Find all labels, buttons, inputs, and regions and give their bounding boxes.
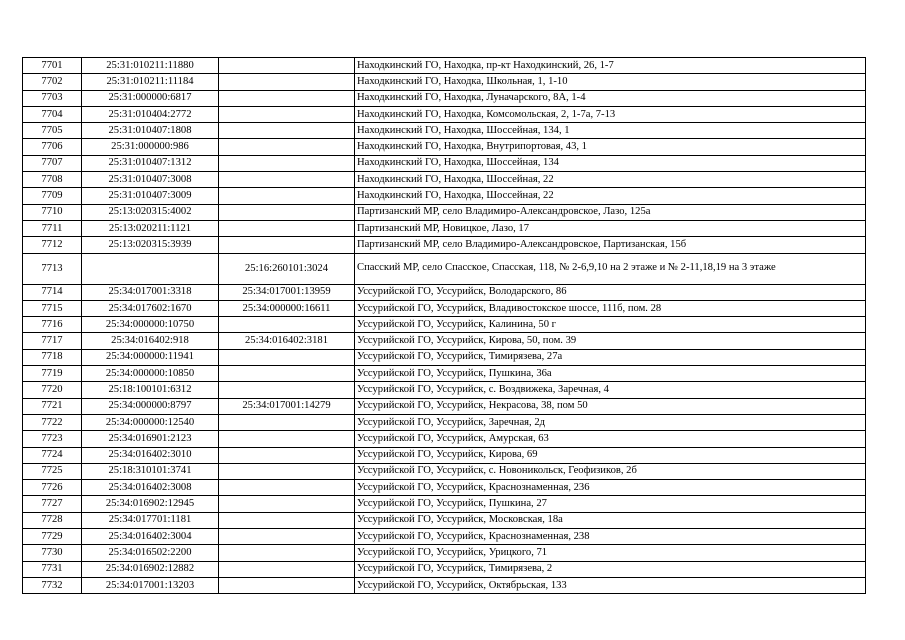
secondary-cadastral-number-cell: 25:34:017001:14279	[219, 398, 355, 414]
table-row	[23, 529, 866, 545]
address-cell: Уссурийской ГО, Уссурийск, Володарского, 86	[355, 284, 866, 300]
secondary-cadastral-number-cell	[219, 106, 355, 122]
address-cell: Уссурийской ГО, Уссурийск, Пушкина, 36а	[355, 366, 866, 382]
row-number-cell: 7719	[23, 366, 82, 382]
secondary-cadastral-number-cell: 25:34:017001:13959	[219, 284, 355, 300]
secondary-cadastral-number-cell	[219, 463, 355, 479]
row-number-cell: 7701	[23, 58, 82, 74]
table-row	[23, 447, 866, 463]
cadastral-number-cell: 25:34:016402:918	[82, 333, 219, 349]
cadastral-number-cell: 25:18:310101:3741	[82, 463, 219, 479]
address-cell: Находкинский ГО, Находка, Внутрипортовая, 43, 1	[355, 139, 866, 155]
row-number-cell: 7711	[23, 220, 82, 236]
address-cell: Уссурийской ГО, Уссурийск, Краснознаменная, 236	[355, 480, 866, 496]
row-number-cell: 7727	[23, 496, 82, 512]
cadastral-number-cell: 25:34:017001:3318	[82, 284, 219, 300]
secondary-cadastral-number-cell	[219, 447, 355, 463]
secondary-cadastral-number-cell: 25:34:000000:16611	[219, 300, 355, 316]
secondary-cadastral-number-cell	[219, 382, 355, 398]
row-number-cell: 7718	[23, 349, 82, 365]
address-cell: Уссурийской ГО, Уссурийск, Тимирязева, 2	[355, 561, 866, 577]
cadastral-number-cell: 25:34:017701:1181	[82, 512, 219, 528]
row-number-cell: 7730	[23, 545, 82, 561]
table-row	[23, 512, 866, 528]
cadastral-number-cell: 25:31:000000:6817	[82, 90, 219, 106]
row-number-cell: 7716	[23, 317, 82, 333]
table-row	[23, 545, 866, 561]
secondary-cadastral-number-cell	[219, 414, 355, 430]
row-number-cell: 7714	[23, 284, 82, 300]
address-cell: Уссурийской ГО, Уссурийск, Октябрьская, 133	[355, 577, 866, 593]
address-cell: Уссурийской ГО, Уссурийск, Кирова, 69	[355, 447, 866, 463]
table-row	[23, 284, 866, 300]
cadastral-number-cell: 25:34:000000:10750	[82, 317, 219, 333]
row-number-cell: 7712	[23, 237, 82, 253]
row-number-cell: 7707	[23, 155, 82, 171]
address-cell: Уссурийской ГО, Уссурийск, Московская, 18а	[355, 512, 866, 528]
address-cell: Партизанский МР, Новицкое, Лазо, 17	[355, 220, 866, 236]
address-cell: Находкинский ГО, Находка, Школьная, 1, 1-10	[355, 74, 866, 90]
secondary-cadastral-number-cell: 25:16:260101:3024	[219, 253, 355, 284]
cadastral-number-cell: 25:31:010407:3009	[82, 188, 219, 204]
table-row	[23, 188, 866, 204]
table-row	[23, 480, 866, 496]
secondary-cadastral-number-cell	[219, 496, 355, 512]
address-cell: Уссурийской ГО, Уссурийск, Урицкого, 71	[355, 545, 866, 561]
row-number-cell: 7728	[23, 512, 82, 528]
secondary-cadastral-number-cell	[219, 90, 355, 106]
address-cell: Находкинский ГО, Находка, Шоссейная, 22	[355, 188, 866, 204]
secondary-cadastral-number-cell	[219, 545, 355, 561]
cadastral-number-cell: 25:31:010211:11184	[82, 74, 219, 90]
table-row	[23, 220, 866, 236]
table-row	[23, 106, 866, 122]
row-number-cell: 7715	[23, 300, 82, 316]
table-row	[23, 237, 866, 253]
address-cell: Находкинский ГО, Находка, Шоссейная, 134, 1	[355, 123, 866, 139]
secondary-cadastral-number-cell: 25:34:016402:3181	[219, 333, 355, 349]
cadastral-number-cell: 25:34:017001:13203	[82, 577, 219, 593]
secondary-cadastral-number-cell	[219, 366, 355, 382]
cadastral-number-cell: 25:34:016902:12945	[82, 496, 219, 512]
secondary-cadastral-number-cell	[219, 172, 355, 188]
address-cell: Находкинский ГО, Находка, пр-кт Находкинский, 26, 1-7	[355, 58, 866, 74]
secondary-cadastral-number-cell	[219, 317, 355, 333]
address-cell: Уссурийской ГО, Уссурийск, Владивостокское шоссе, 111б, пом. 28	[355, 300, 866, 316]
secondary-cadastral-number-cell	[219, 577, 355, 593]
row-number-cell: 7722	[23, 414, 82, 430]
row-number-cell: 7731	[23, 561, 82, 577]
row-number-cell: 7729	[23, 529, 82, 545]
table-row	[23, 496, 866, 512]
row-number-cell: 7702	[23, 74, 82, 90]
cadastral-number-cell: 25:34:000000:11941	[82, 349, 219, 365]
row-number-cell: 7725	[23, 463, 82, 479]
secondary-cadastral-number-cell	[219, 123, 355, 139]
secondary-cadastral-number-cell	[219, 155, 355, 171]
row-number-cell: 7724	[23, 447, 82, 463]
table-row	[23, 382, 866, 398]
row-number-cell: 7717	[23, 333, 82, 349]
address-cell: Уссурийской ГО, Уссурийск, Тимирязева, 27а	[355, 349, 866, 365]
table-row	[23, 74, 866, 90]
address-cell: Уссурийской ГО, Уссурийск, Калинина, 50 г	[355, 317, 866, 333]
address-cell: Уссурийской ГО, Уссурийск, Амурская, 63	[355, 431, 866, 447]
cadastral-number-cell: 25:31:010407:3008	[82, 172, 219, 188]
table-row	[23, 349, 866, 365]
table-row	[23, 333, 866, 349]
row-number-cell: 7703	[23, 90, 82, 106]
row-number-cell: 7705	[23, 123, 82, 139]
row-number-cell: 7720	[23, 382, 82, 398]
cadastral-number-cell: 25:34:016402:3004	[82, 529, 219, 545]
cadastral-number-cell: 25:34:000000:8797	[82, 398, 219, 414]
row-number-cell: 7704	[23, 106, 82, 122]
table-row	[23, 155, 866, 171]
row-number-cell: 7709	[23, 188, 82, 204]
table-row	[23, 204, 866, 220]
row-number-cell: 7721	[23, 398, 82, 414]
cadastral-number-cell: 25:34:016902:12882	[82, 561, 219, 577]
address-cell: Уссурийской ГО, Уссурийск, Кирова, 50, пом. 39	[355, 333, 866, 349]
table-row	[23, 366, 866, 382]
secondary-cadastral-number-cell	[219, 529, 355, 545]
secondary-cadastral-number-cell	[219, 74, 355, 90]
secondary-cadastral-number-cell	[219, 349, 355, 365]
cadastral-number-cell: 25:34:000000:12540	[82, 414, 219, 430]
cadastral-number-cell: 25:18:100101:6312	[82, 382, 219, 398]
table-row	[23, 431, 866, 447]
cadastral-number-cell: 25:13:020315:4002	[82, 204, 219, 220]
cadastral-number-cell: 25:31:010211:11880	[82, 58, 219, 74]
table-row	[23, 172, 866, 188]
address-cell: Партизанский МР, село Владимиро-Александровское, Партизанская, 15б	[355, 237, 866, 253]
property-registry-table	[22, 57, 866, 594]
table-row	[23, 577, 866, 593]
row-number-cell: 7732	[23, 577, 82, 593]
address-cell: Спасский МР, село Спасское, Спасская, 118, № 2-6,9,10 на 2 этаже и № 2-11,18,19 на 3 этаже	[355, 253, 866, 284]
address-cell: Находкинский ГО, Находка, Луначарского, 8А, 1-4	[355, 90, 866, 106]
address-cell: Находкинский ГО, Находка, Шоссейная, 22	[355, 172, 866, 188]
row-number-cell: 7710	[23, 204, 82, 220]
row-number-cell: 7723	[23, 431, 82, 447]
cadastral-number-cell: 25:34:016402:3010	[82, 447, 219, 463]
table-row	[23, 58, 866, 74]
table-row	[23, 139, 866, 155]
secondary-cadastral-number-cell	[219, 480, 355, 496]
address-cell: Уссурийской ГО, Уссурийск, Заречная, 2д	[355, 414, 866, 430]
table-row	[23, 90, 866, 106]
address-cell: Находкинский ГО, Находка, Шоссейная, 134	[355, 155, 866, 171]
cadastral-number-cell: 25:31:010404:2772	[82, 106, 219, 122]
cadastral-number-cell: 25:34:017602:1670	[82, 300, 219, 316]
cadastral-number-cell: 25:13:020211:1121	[82, 220, 219, 236]
table-row	[23, 463, 866, 479]
address-cell: Уссурийской ГО, Уссурийск, Краснознаменная, 238	[355, 529, 866, 545]
cadastral-number-cell: 25:31:000000:986	[82, 139, 219, 155]
secondary-cadastral-number-cell	[219, 204, 355, 220]
table-row	[23, 561, 866, 577]
cadastral-number-cell	[82, 253, 219, 284]
address-cell: Уссурийской ГО, Уссурийск, с. Новоникольск, Геофизиков, 2б	[355, 463, 866, 479]
cadastral-number-cell: 25:34:016901:2123	[82, 431, 219, 447]
secondary-cadastral-number-cell	[219, 188, 355, 204]
row-number-cell: 7726	[23, 480, 82, 496]
row-number-cell: 7706	[23, 139, 82, 155]
secondary-cadastral-number-cell	[219, 220, 355, 236]
table-row	[23, 300, 866, 316]
table-row	[23, 398, 866, 414]
address-cell: Уссурийской ГО, Уссурийск, Пушкина, 27	[355, 496, 866, 512]
address-cell: Находкинский ГО, Находка, Комсомольская, 2, 1-7а, 7-13	[355, 106, 866, 122]
cadastral-number-cell: 25:31:010407:1312	[82, 155, 219, 171]
secondary-cadastral-number-cell	[219, 431, 355, 447]
secondary-cadastral-number-cell	[219, 512, 355, 528]
row-number-cell: 7713	[23, 253, 82, 284]
cadastral-number-cell: 25:31:010407:1808	[82, 123, 219, 139]
row-number-cell: 7708	[23, 172, 82, 188]
cadastral-number-cell: 25:13:020315:3939	[82, 237, 219, 253]
table-row	[23, 414, 866, 430]
cadastral-number-cell: 25:34:016402:3008	[82, 480, 219, 496]
table-row	[23, 123, 866, 139]
cadastral-number-cell: 25:34:000000:10850	[82, 366, 219, 382]
table-row	[23, 253, 866, 284]
secondary-cadastral-number-cell	[219, 237, 355, 253]
document-page	[22, 57, 865, 594]
address-cell: Уссурийской ГО, Уссурийск, Некрасова, 38, пом 50	[355, 398, 866, 414]
secondary-cadastral-number-cell	[219, 561, 355, 577]
secondary-cadastral-number-cell	[219, 58, 355, 74]
table-row	[23, 317, 866, 333]
secondary-cadastral-number-cell	[219, 139, 355, 155]
cadastral-number-cell: 25:34:016502:2200	[82, 545, 219, 561]
address-cell: Уссурийской ГО, Уссурийск, с. Воздвижека, Заречная, 4	[355, 382, 866, 398]
address-cell: Партизанский МР, село Владимиро-Александровское, Лазо, 125а	[355, 204, 866, 220]
registry-table-body	[23, 58, 866, 594]
